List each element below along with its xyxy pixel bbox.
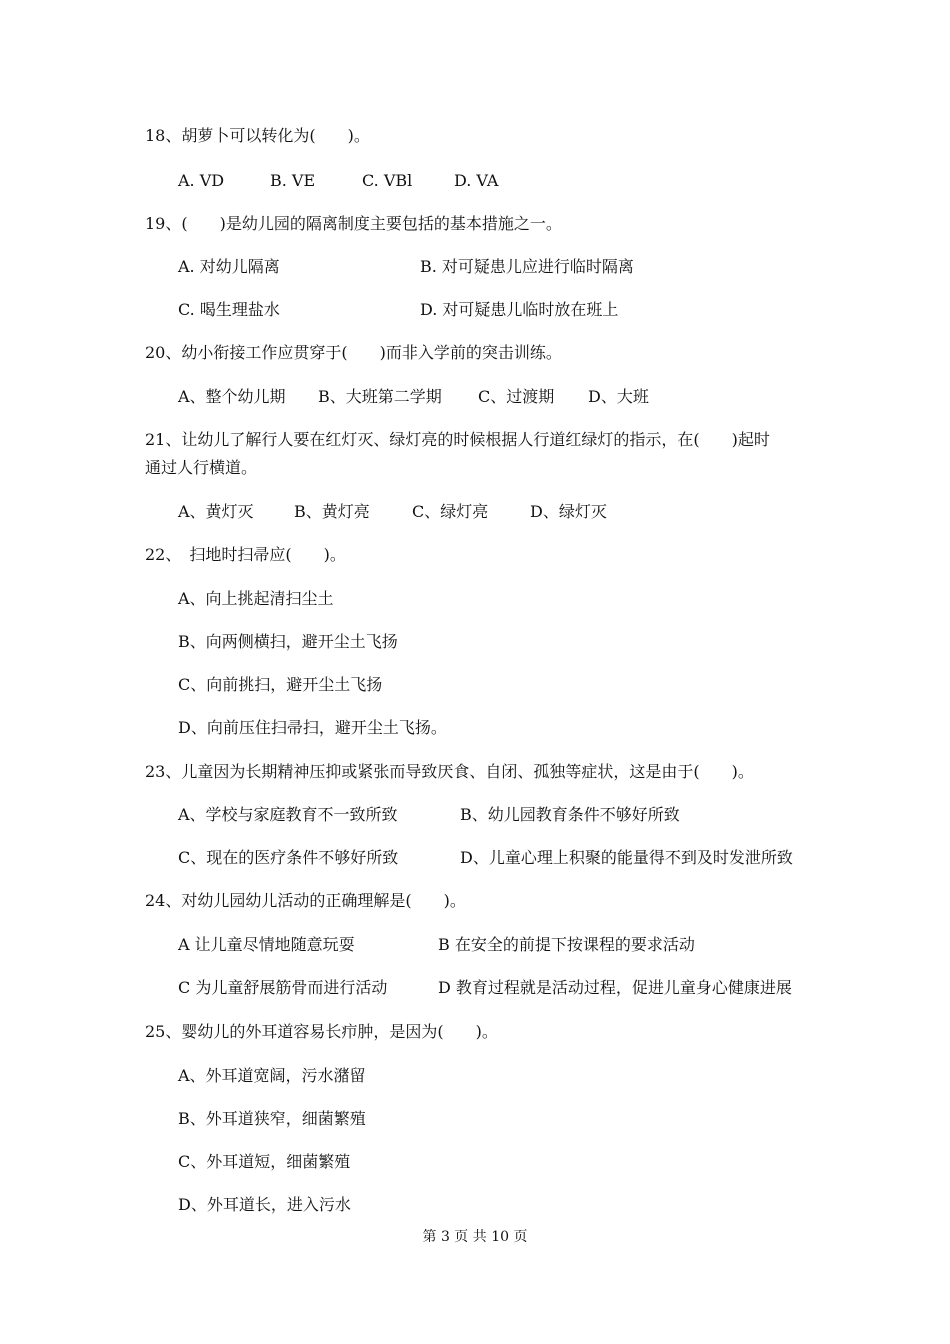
question-19-option-a: A. 对幼儿隔离: [178, 257, 280, 276]
question-24-option-b: B 在安全的前提下按课程的要求活动: [438, 935, 695, 954]
page-footer: 第 3 页 共 10 页: [422, 1229, 528, 1245]
question-18-option-c: C. VBl: [362, 171, 413, 190]
question-20-option-c: C、过渡期: [478, 387, 555, 406]
question-18-stem: 18、胡萝卜可以转化为( )。: [145, 126, 370, 145]
question-18-option-a: A. VD: [178, 171, 225, 190]
question-21-option-a: A、黄灯灭: [178, 502, 254, 521]
question-21-option-d: D、绿灯灭: [530, 502, 607, 521]
question-21-option-c: C、绿灯亮: [412, 502, 489, 521]
question-23-option-b: B、幼儿园教育条件不够好所致: [460, 805, 680, 824]
question-24-option-a: A 让儿童尽情地随意玩耍: [178, 935, 355, 954]
question-24-option-d: D 教育过程就是活动过程，促进儿童身心健康进展: [438, 978, 792, 997]
question-20-option-b: B、大班第二学期: [318, 387, 442, 406]
question-24-option-c: C 为儿童舒展筋骨而进行活动: [178, 978, 388, 997]
question-25-option-d: D、外耳道长，进入污水: [178, 1195, 351, 1214]
question-21-stem-line-2: 通过人行横道。: [145, 458, 258, 477]
question-22-option-c: C、向前挑扫，避开尘土飞扬: [178, 675, 383, 694]
question-23-option-a: A、学校与家庭教育不一致所致: [178, 805, 398, 824]
question-23-option-c: C、现在的医疗条件不够好所致: [178, 848, 399, 867]
question-22-option-b: B、向两侧横扫，避开尘土飞扬: [178, 632, 398, 651]
question-25-stem: 25、婴幼儿的外耳道容易长疖肿，是因为( )。: [145, 1022, 498, 1041]
question-21-option-b: B、黄灯亮: [294, 502, 370, 521]
question-21-stem-line-1: 21、让幼儿了解行人要在红灯灭、绿灯亮的时候根据人行道红绿灯的指示，在( )起时: [145, 430, 770, 449]
question-20-option-a: A、整个幼儿期: [178, 387, 286, 406]
question-19-stem: 19、( )是幼儿园的隔离制度主要包括的基本措施之一。: [145, 214, 562, 233]
question-23-stem: 23、儿童因为长期精神压抑或紧张而导致厌食、自闭、孤独等症状，这是由于( )。: [145, 762, 754, 781]
question-25-option-c: C、外耳道短，细菌繁殖: [178, 1152, 351, 1171]
question-25-option-b: B、外耳道狭窄，细菌繁殖: [178, 1109, 366, 1128]
question-20-option-d: D、大班: [588, 387, 649, 406]
question-25-option-a: A、外耳道宽阔，污水潴留: [178, 1066, 366, 1085]
question-20-stem: 20、幼小衔接工作应贯穿于( )而非入学前的突击训练。: [145, 343, 562, 362]
question-18-option-d: D. VA: [454, 171, 499, 190]
question-19-option-c: C. 喝生理盐水: [178, 300, 280, 319]
question-22-option-d: D、向前压住扫帚扫，避开尘土飞扬。: [178, 718, 447, 737]
question-22-stem: 22、 扫地时扫帚应( )。: [145, 545, 346, 564]
question-24-stem: 24、对幼儿园幼儿活动的正确理解是( )。: [145, 891, 466, 910]
question-19-option-b: B. 对可疑患儿应进行临时隔离: [420, 257, 634, 276]
question-19-option-d: D. 对可疑患儿临时放在班上: [420, 300, 619, 319]
question-18-option-b: B. VE: [270, 171, 316, 190]
question-22-option-a: A、向上挑起清扫尘土: [178, 589, 334, 608]
question-23-option-d: D、儿童心理上积聚的能量得不到及时发泄所致: [460, 848, 793, 867]
